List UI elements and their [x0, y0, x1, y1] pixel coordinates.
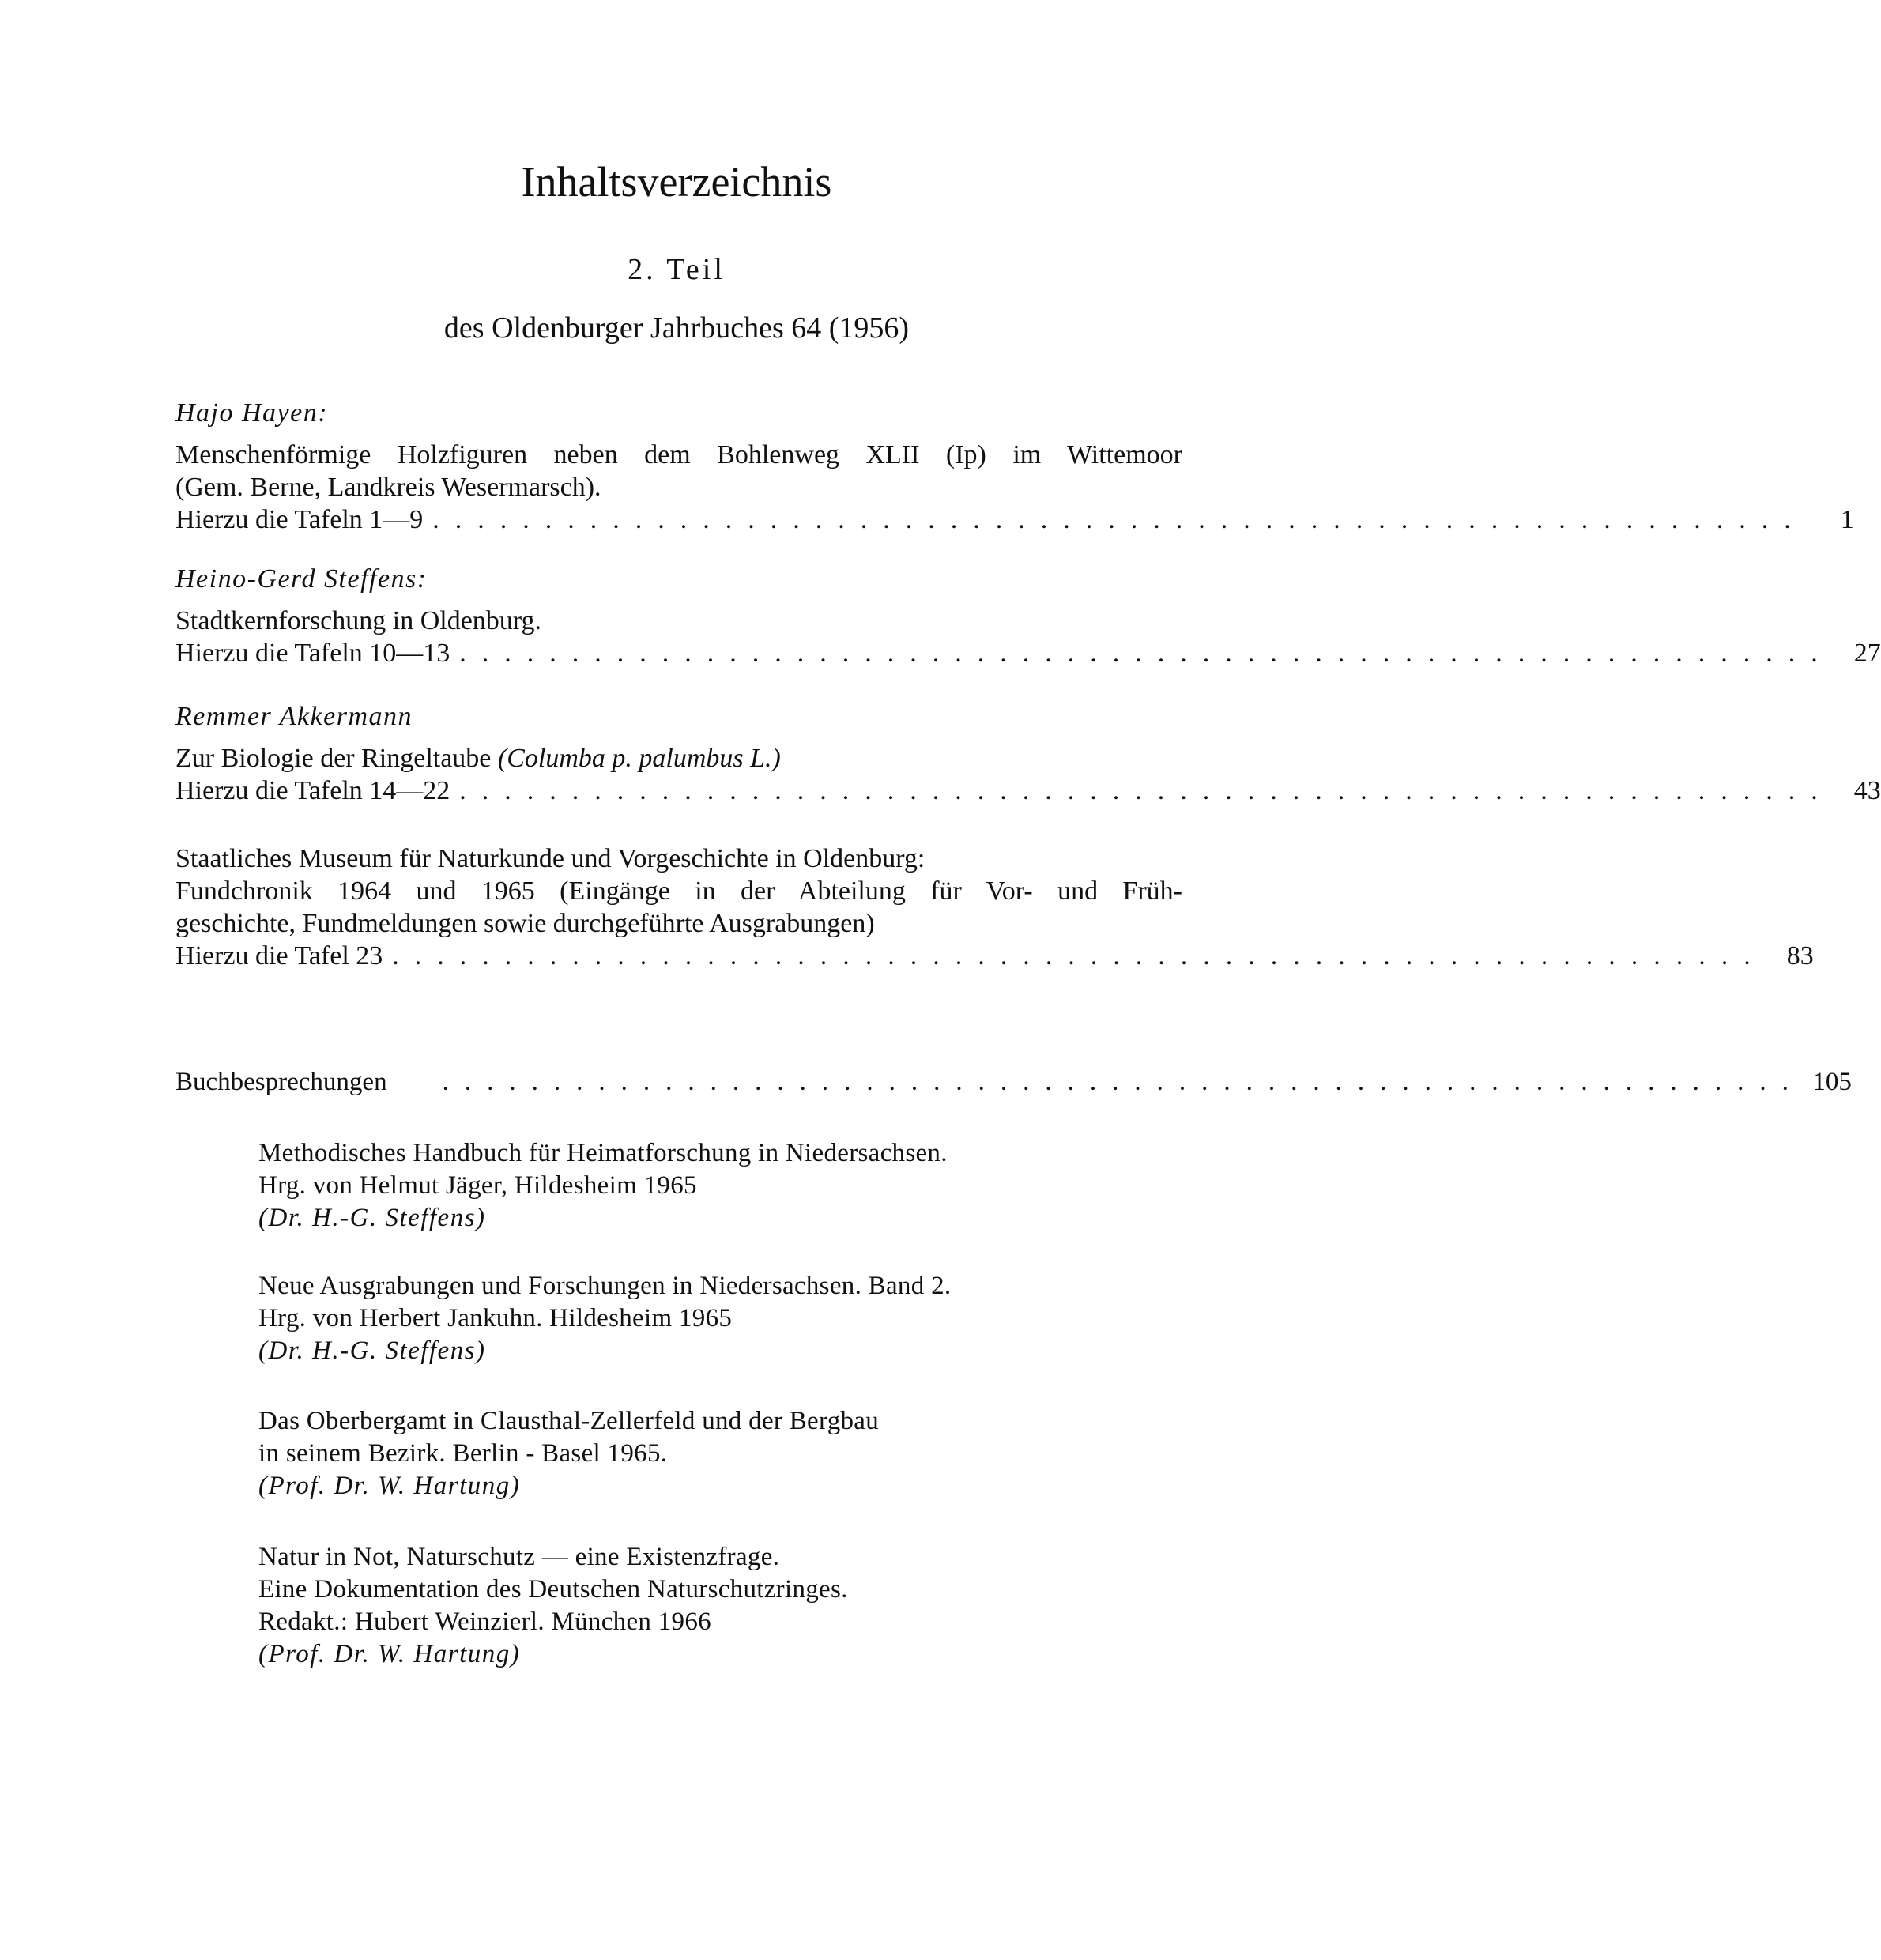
reviewer-name: (Dr. H.-G. Steffens)	[258, 1204, 486, 1232]
entry-plates: Hierzu die Tafel 23	[175, 941, 383, 971]
entry-plates: Hierzu die Tafeln 10—13	[175, 639, 450, 668]
entry-title-line: Menschenförmige Holzfiguren neben dem Bohlenweg XLII (Ip) im Wittemoor	[175, 440, 1182, 469]
review-line: Hrg. von Herbert Jankuhn. Hildesheim 1965	[258, 1304, 733, 1332]
review-item	[258, 1405, 879, 1502]
review-item	[258, 1541, 848, 1671]
review-line: Natur in Not, Naturschutz — eine Existenzfrage.	[258, 1543, 780, 1571]
entry-title-line: Staatliches Museum für Naturkunde und Vorgeschichte in Oldenburg:	[175, 844, 925, 873]
entry-plates-row	[175, 775, 1881, 807]
review-item	[258, 1137, 948, 1234]
review-item	[258, 1270, 951, 1367]
entry-author: Heino-Gerd Steffens:	[175, 564, 428, 594]
entry-page-number: 43	[1853, 776, 1881, 805]
entry-plates: Hierzu die Tafeln 14—22	[175, 776, 450, 805]
review-line: Hrg. von Helmut Jäger, Hildesheim 1965	[258, 1171, 697, 1200]
review-line: Neue Ausgrabungen und Forschungen in Niedersachsen. Band 2.	[258, 1272, 952, 1300]
review-line: Redakt.: Hubert Weinzierl. München 1966	[258, 1608, 711, 1636]
entry-page-number: 83	[1786, 941, 1814, 971]
page-title: Inhaltsverzeichnis	[521, 158, 832, 205]
dot-leader: .............................................................	[392, 941, 1766, 971]
entry-author: Hajo Hayen:	[175, 398, 329, 428]
entry-plates: Hierzu die Tafeln 1—9	[175, 505, 424, 534]
reviewer-name: (Dr. H.-G. Steffens)	[258, 1336, 486, 1365]
dot-leader: .............................................................	[459, 776, 1834, 805]
toc-entry-steffens	[175, 563, 1881, 669]
entry-title-line	[175, 742, 1182, 775]
toc-entry-akkermann	[175, 700, 1881, 807]
toc-entry-hayen	[175, 397, 1854, 536]
entry-page-number: 27	[1853, 639, 1881, 668]
dot-leader: .............................................................	[432, 505, 1807, 534]
entry-page-number: 1	[1840, 505, 1854, 534]
entry-plates-row	[175, 503, 1854, 536]
review-line: Das Oberbergamt in Clausthal-Zellerfeld und der Bergbau	[258, 1407, 880, 1435]
review-line: Eine Dokumentation des Deutschen Naturschutzringes.	[258, 1575, 848, 1604]
entry-title-line: (Gem. Berne, Landkreis Wesermarsch).	[175, 473, 601, 502]
reviewer-name: (Prof. Dr. W. Hartung)	[258, 1640, 521, 1668]
entry-title-text: Zur Biologie der Ringeltaube	[175, 744, 498, 773]
entry-title-line: geschichte, Fundmeldungen sowie durchgeführte Ausgrabungen)	[175, 909, 875, 938]
dot-leader: .............................................................	[442, 1068, 1804, 1096]
reviews-row	[175, 1066, 1852, 1099]
entry-species-name: (Columba p. palumbus L.)	[497, 744, 781, 773]
entry-author: Remmer Akkermann	[175, 702, 413, 731]
reviews-page-number: 105	[1812, 1068, 1852, 1096]
entry-title-line: Stadtkernforschung in Oldenburg.	[175, 606, 542, 635]
review-line: Methodisches Handbuch für Heimatforschung in Niedersachsen.	[258, 1139, 948, 1167]
reviews-label: Buchbesprechungen	[175, 1068, 387, 1096]
page-subtitle: des Oldenburger Jahrbuches 64 (1956)	[443, 311, 910, 345]
dot-leader: .............................................................	[459, 639, 1834, 668]
review-line: in seinem Bezirk. Berlin - Basel 1965.	[258, 1439, 668, 1468]
part-heading: 2. Teil	[628, 253, 726, 286]
reviewer-name: (Prof. Dr. W. Hartung)	[258, 1472, 521, 1500]
entry-plates-row	[175, 940, 1814, 972]
reviews-section	[175, 1066, 1852, 1099]
toc-entry-museum	[175, 842, 1814, 972]
entry-plates-row	[175, 637, 1881, 669]
entry-title-line: Fundchronik 1964 und 1965 (Eingänge in der Abteilung für Vor- und Früh-	[175, 876, 1182, 906]
